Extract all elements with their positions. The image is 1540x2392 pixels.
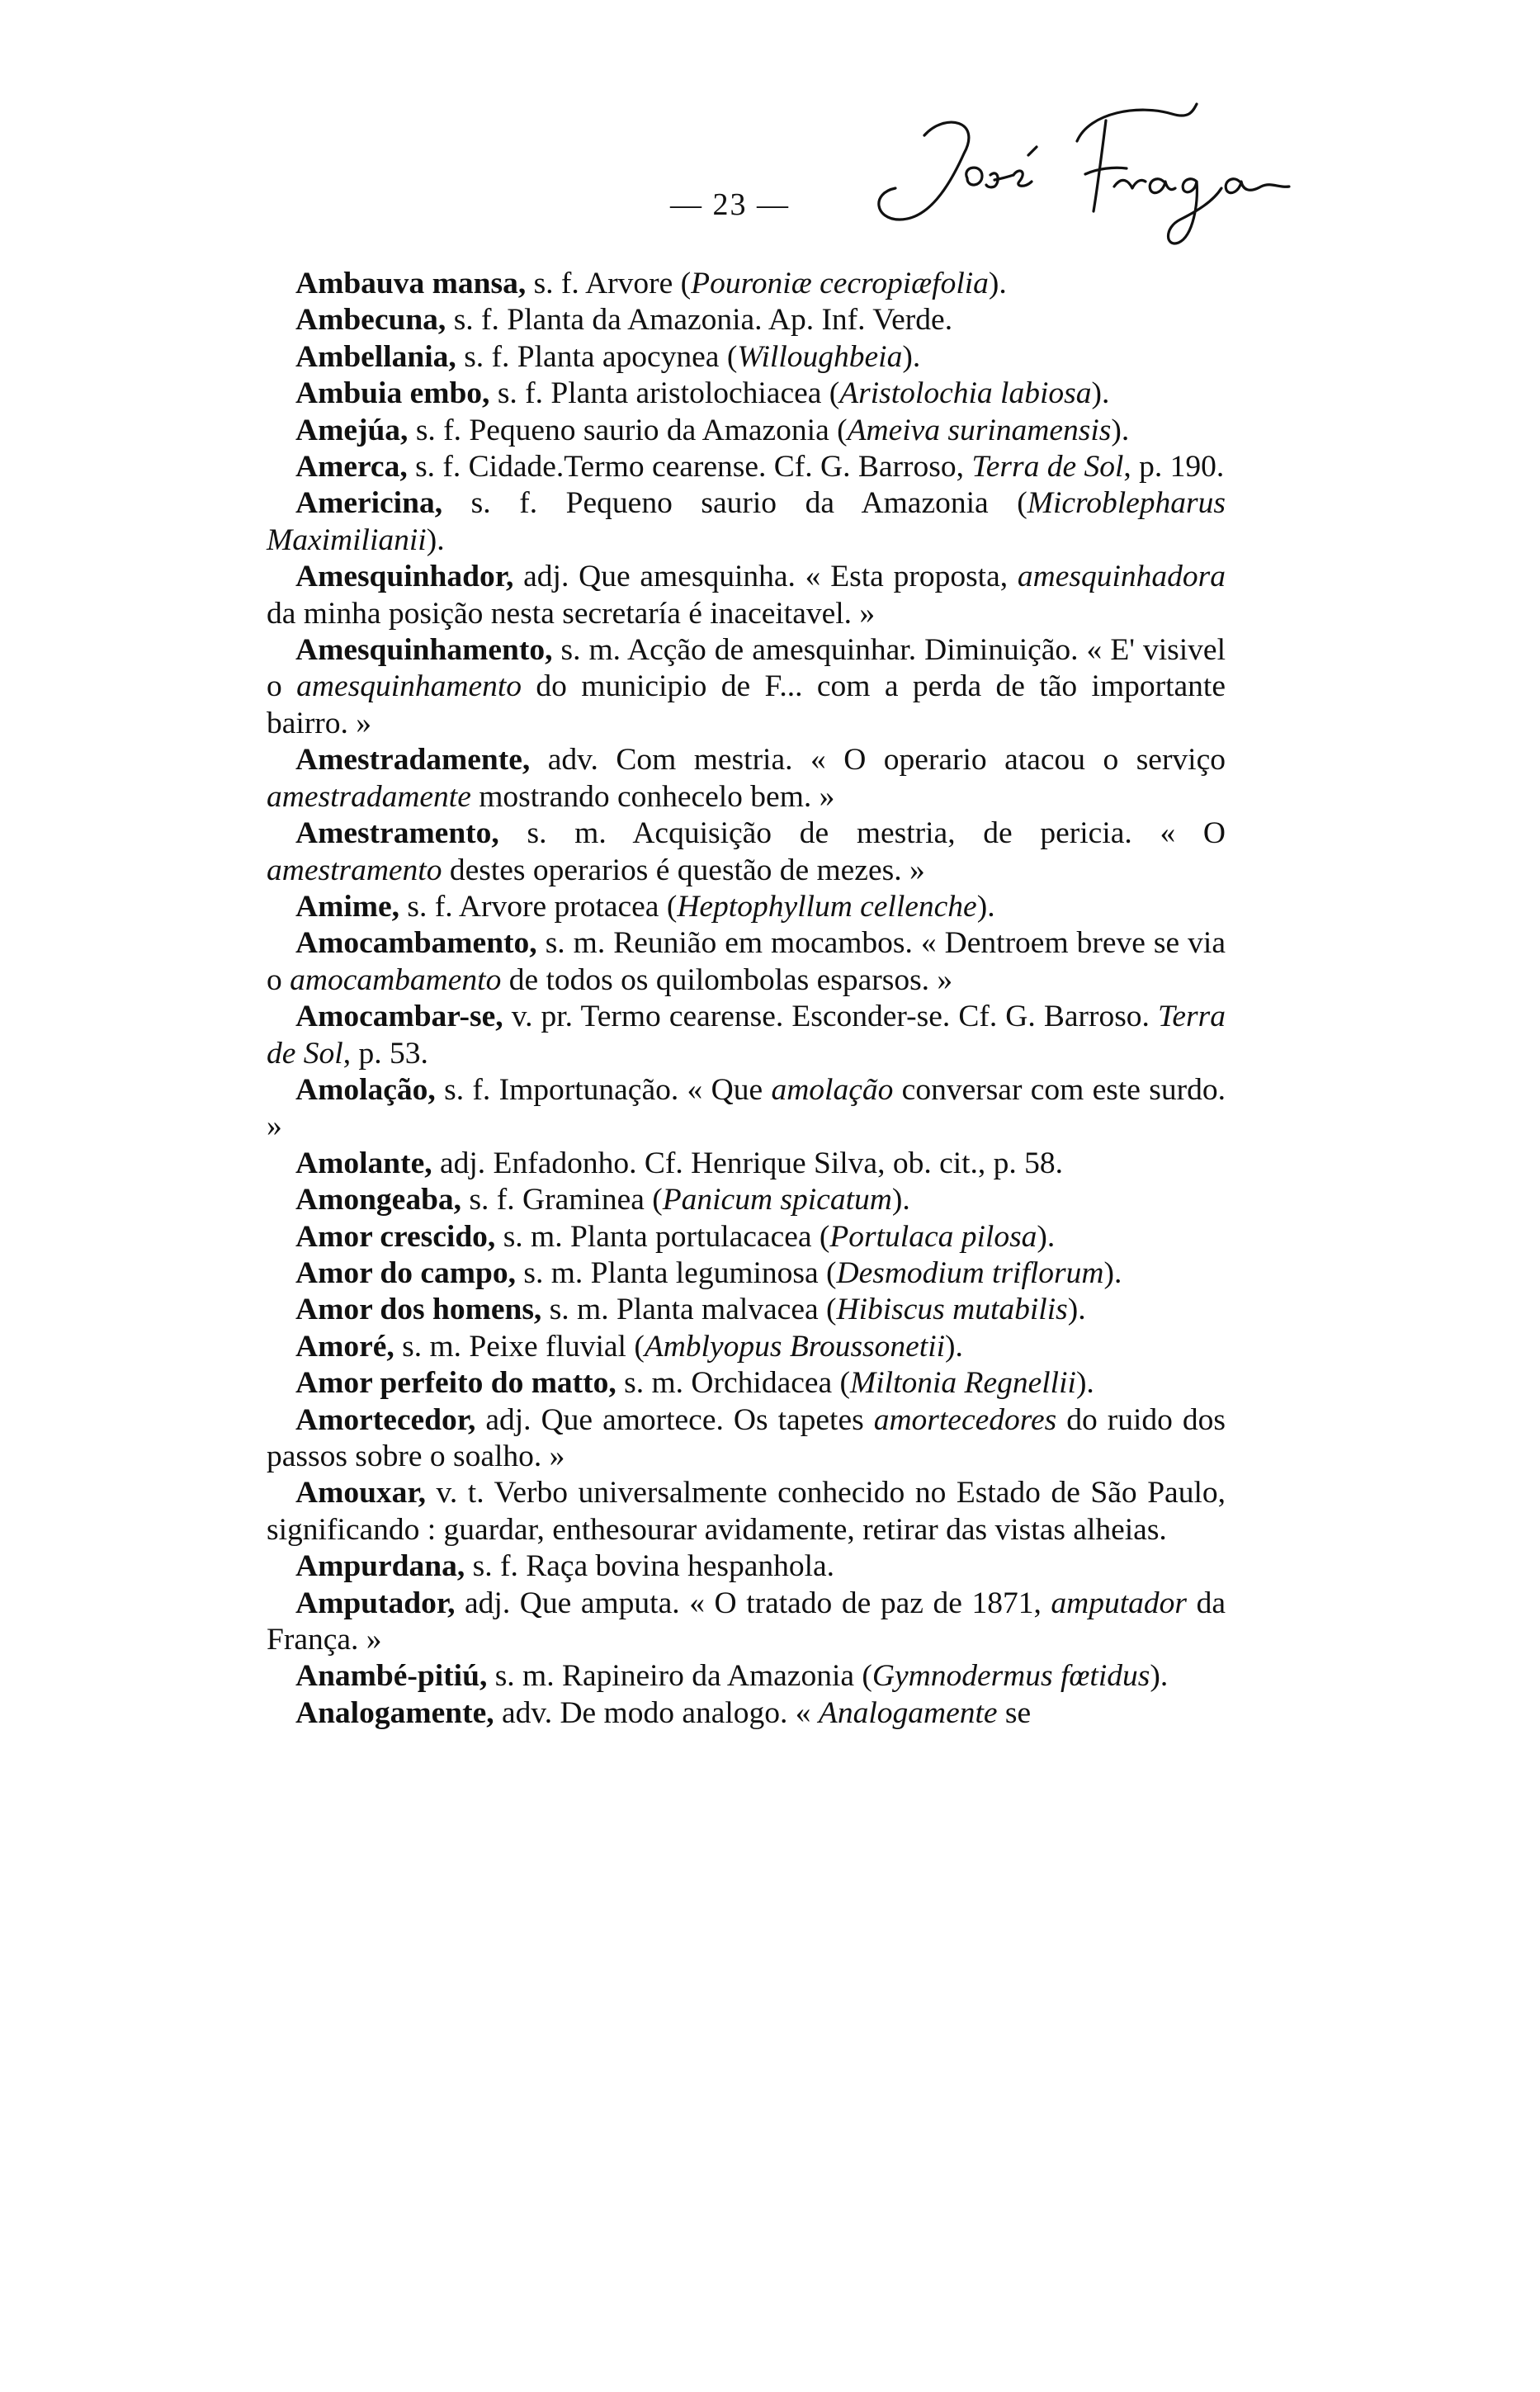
entry-italic-term: Terra de Sol bbox=[971, 450, 1124, 485]
page-number: — 23 — bbox=[670, 187, 790, 222]
dictionary-entry bbox=[267, 1072, 1226, 1146]
entry-definition-text: s. m. Orchidacea ( bbox=[616, 1366, 851, 1401]
entry-headword: Amejúa, bbox=[295, 413, 409, 447]
entry-definition-text: v. pr. Termo cearense. Esconder-se. Cf. G. Barroso. bbox=[503, 1000, 1158, 1034]
entry-definition-text: ). bbox=[1103, 1255, 1122, 1290]
dictionary-entry bbox=[267, 1548, 1226, 1585]
entry-definition-text: , p. 53. bbox=[342, 1036, 428, 1071]
entry-definition-text: ). bbox=[976, 889, 995, 924]
entry-headword: Americina, bbox=[295, 486, 443, 521]
dictionary-entry bbox=[267, 376, 1226, 412]
entry-definition-text: s. f. Planta apocynea ( bbox=[456, 339, 738, 374]
entry-italic-term: amortecedores bbox=[873, 1402, 1057, 1437]
dictionary-entry bbox=[267, 1586, 1226, 1659]
entry-headword: Ambuia embo, bbox=[295, 376, 490, 411]
dictionary-entry bbox=[267, 1658, 1226, 1695]
entry-definition-text: ). bbox=[1075, 1366, 1094, 1401]
entry-headword: Amongeaba, bbox=[295, 1183, 462, 1217]
entry-definition-text: ). bbox=[1067, 1293, 1086, 1327]
entry-definition-text: adj. Que amesquinha. « Esta proposta, bbox=[513, 560, 1018, 594]
entry-definition-text: conversar com este surdo. » bbox=[267, 1072, 1226, 1144]
entry-definition-text: s. f. Pequeno saurio da Amazonia ( bbox=[442, 486, 1027, 521]
dictionary-entry bbox=[267, 485, 1226, 559]
dictionary-entry bbox=[267, 889, 1226, 925]
entry-definition-text: da França. » bbox=[267, 1586, 1226, 1657]
entry-headword: Amesquinhamento, bbox=[295, 633, 553, 668]
entry-definition-text: s. m. Acquisição de mestria, de pericia. « O bbox=[498, 816, 1226, 851]
entry-headword: Amolação, bbox=[295, 1072, 436, 1107]
entry-definition-text: s. f. Raça bovina hespanhola. bbox=[465, 1549, 835, 1584]
entry-definition-text: v. t. Verbo universalmente conhecido no Estado de São Paulo, significando : guardar, enthesourar avidamente, retirar das vistas alheias. bbox=[267, 1476, 1226, 1547]
entry-italic-term: amolação bbox=[771, 1072, 894, 1107]
entry-definition-text: adj. Que amortece. Os tapetes bbox=[475, 1402, 874, 1437]
entry-italic-term: Pouroniæ cecropiæfolia bbox=[691, 267, 989, 300]
entry-italic-term: Microblepharus Maximilianii bbox=[267, 486, 1226, 557]
entry-definition-text: s. f. Arvore protacea ( bbox=[399, 889, 678, 924]
entry-headword: Amortecedor, bbox=[295, 1402, 476, 1437]
entry-definition-text: ). bbox=[891, 1183, 910, 1217]
entry-definition-text: s. m. Planta malvacea ( bbox=[541, 1293, 837, 1327]
entry-definition-text: ). bbox=[1111, 413, 1130, 447]
dictionary-entry bbox=[267, 1292, 1226, 1328]
entry-definition-text: ). bbox=[902, 339, 921, 374]
entry-definition-text: s. f. Importunação. « Que bbox=[435, 1072, 772, 1107]
entry-definition-text: s. m. Planta leguminosa ( bbox=[516, 1255, 837, 1290]
entry-definition-text: s. f. Planta aristolochiacea ( bbox=[489, 376, 840, 411]
entry-definition-text: adj. Que amputa. « O tratado de paz de 1871, bbox=[455, 1586, 1051, 1620]
entry-italic-term: Gymnodermus fœtidus bbox=[872, 1659, 1150, 1694]
entry-definition-text: s. m. Planta portulacacea ( bbox=[495, 1219, 830, 1254]
entry-definition-text: s. f. Arvore ( bbox=[526, 267, 692, 300]
entry-definition-text: s. f. Planta da Amazonia. Ap. Inf. Verde. bbox=[446, 303, 953, 338]
dictionary-entry bbox=[267, 1475, 1226, 1548]
entry-italic-term: amputador bbox=[1051, 1586, 1188, 1620]
entry-headword: Amputador, bbox=[295, 1586, 456, 1620]
entry-headword: Amime, bbox=[295, 889, 399, 924]
dictionary-entries bbox=[267, 266, 1226, 1732]
entry-definition-text: do ruido dos passos sobre o soalho. » bbox=[267, 1402, 1226, 1473]
dictionary-entry bbox=[267, 742, 1226, 815]
entry-headword: Amor perfeito do matto, bbox=[295, 1366, 616, 1401]
entry-italic-term: Panicum spicatum bbox=[662, 1183, 892, 1217]
entry-headword: Ampurdana, bbox=[295, 1549, 465, 1584]
entry-headword: Amocambar-se, bbox=[295, 1000, 503, 1034]
dictionary-entry bbox=[267, 999, 1226, 1072]
entry-headword: Ambauva mansa, bbox=[295, 267, 527, 300]
entry-headword: Anambé-pitiú, bbox=[295, 1659, 488, 1694]
entry-italic-term: Amblyopus Broussonetii bbox=[644, 1329, 946, 1364]
entry-headword: Amouxar, bbox=[295, 1476, 427, 1510]
dictionary-entry bbox=[267, 1219, 1226, 1255]
entry-italic-term: Terra de Sol bbox=[267, 1000, 1226, 1071]
dictionary-entry bbox=[267, 266, 1226, 302]
entry-definition-text: se bbox=[997, 1695, 1032, 1730]
dictionary-entry bbox=[267, 1146, 1226, 1182]
dictionary-entry bbox=[267, 815, 1226, 889]
entry-definition-text: de todos os quilombolas esparsos. » bbox=[501, 962, 953, 997]
entry-italic-term: Desmodium triflorum bbox=[836, 1255, 1104, 1290]
entry-italic-term: amestramento bbox=[267, 853, 442, 887]
entry-definition-text: s. m. Acção de amesquinhar. Diminuição. « E' visivel o bbox=[267, 633, 1226, 704]
entry-definition-text: s. f. Cidade.Termo cearense. Cf. G. Barroso, bbox=[407, 450, 972, 485]
entry-headword: Ambecuna, bbox=[295, 303, 446, 338]
dictionary-entry bbox=[267, 339, 1226, 376]
entry-definition-text: adj. Enfadonho. Cf. Henrique Silva, ob. cit., p. 58. bbox=[432, 1146, 1064, 1180]
entry-italic-term: amocambamento bbox=[290, 962, 502, 997]
entry-definition-text: s. m. Reunião em mocambos. « Dentroem breve se via o bbox=[267, 926, 1226, 997]
entry-italic-term: amestradamente bbox=[267, 779, 471, 814]
entry-headword: Amolante, bbox=[295, 1146, 432, 1180]
entry-definition-text: s. f. Pequeno saurio da Amazonia ( bbox=[408, 413, 848, 447]
entry-headword: Analogamente, bbox=[295, 1695, 494, 1730]
entry-italic-term: Aristolochia labiosa bbox=[839, 376, 1092, 411]
entry-headword: Amesquinhador, bbox=[295, 560, 514, 594]
entry-definition-text: s. f. Graminea ( bbox=[461, 1183, 663, 1217]
entry-headword: Amerca, bbox=[295, 450, 408, 485]
entry-italic-term: amesquinhadora bbox=[1017, 560, 1226, 594]
entry-definition-text: ). bbox=[1150, 1659, 1169, 1694]
entry-headword: Amor crescido, bbox=[295, 1219, 496, 1254]
entry-italic-term: Heptophyllum cellenche bbox=[677, 889, 977, 924]
entry-definition-text: ). bbox=[426, 522, 445, 557]
dictionary-entry bbox=[267, 1402, 1226, 1476]
entry-definition-text: s. m. Rapineiro da Amazonia ( bbox=[487, 1659, 872, 1694]
entry-definition-text: mostrando conhecelo bem. » bbox=[470, 779, 835, 814]
entry-definition-text: ). bbox=[945, 1329, 963, 1364]
dictionary-entry bbox=[267, 1365, 1226, 1402]
handwritten-signature bbox=[867, 96, 1296, 253]
entry-headword: Amestradamente, bbox=[295, 743, 531, 778]
page-header bbox=[0, 187, 1540, 244]
entry-headword: Amocambamento, bbox=[295, 926, 537, 961]
entry-definition-text: s. m. Peixe fluvial ( bbox=[394, 1329, 645, 1364]
entry-definition-text: ). bbox=[1037, 1219, 1056, 1254]
entry-italic-term: Ameiva surinamensis bbox=[847, 413, 1112, 447]
entry-definition-text: ). bbox=[1091, 376, 1110, 411]
entry-italic-term: Analogamente bbox=[818, 1695, 998, 1730]
entry-definition-text: , p. 190. bbox=[1123, 450, 1225, 485]
entry-italic-term: Portulaca pilosa bbox=[829, 1219, 1037, 1254]
entry-definition-text: da minha posição nesta secretaría é inaceitavel. » bbox=[267, 596, 876, 631]
entry-definition-text: adv. Com mestria. « O operario atacou o serviço bbox=[530, 743, 1226, 778]
entry-definition-text: ). bbox=[988, 267, 1007, 300]
entry-headword: Amoré, bbox=[295, 1329, 394, 1364]
dictionary-entry bbox=[267, 1255, 1226, 1292]
entry-italic-term: Miltonia Regnellii bbox=[850, 1366, 1076, 1401]
dictionary-entry bbox=[267, 449, 1226, 485]
dictionary-entry bbox=[267, 413, 1226, 449]
dictionary-entry bbox=[267, 302, 1226, 338]
dictionary-entry bbox=[267, 1329, 1226, 1365]
entry-headword: Ambellania, bbox=[295, 339, 456, 374]
dictionary-entry bbox=[267, 632, 1226, 742]
dictionary-entry bbox=[267, 1182, 1226, 1218]
dictionary-entry bbox=[267, 559, 1226, 632]
entry-definition-text: adv. De modo analogo. « bbox=[494, 1695, 819, 1730]
dictionary-entry bbox=[267, 1695, 1226, 1732]
dictionary-entry bbox=[267, 925, 1226, 999]
entry-italic-term: Willoughbeia bbox=[737, 339, 903, 374]
entry-definition-text: do municipio de F... com a perda de tão importante bairro. » bbox=[267, 669, 1226, 740]
entry-headword: Amor dos homens, bbox=[295, 1293, 542, 1327]
entry-headword: Amor do campo, bbox=[295, 1255, 517, 1290]
entry-headword: Amestramento, bbox=[295, 816, 499, 851]
entry-italic-term: amesquinhamento bbox=[296, 669, 522, 704]
entry-definition-text: destes operarios é questão de mezes. » bbox=[442, 853, 925, 887]
entry-italic-term: Hibiscus mutabilis bbox=[836, 1293, 1068, 1327]
